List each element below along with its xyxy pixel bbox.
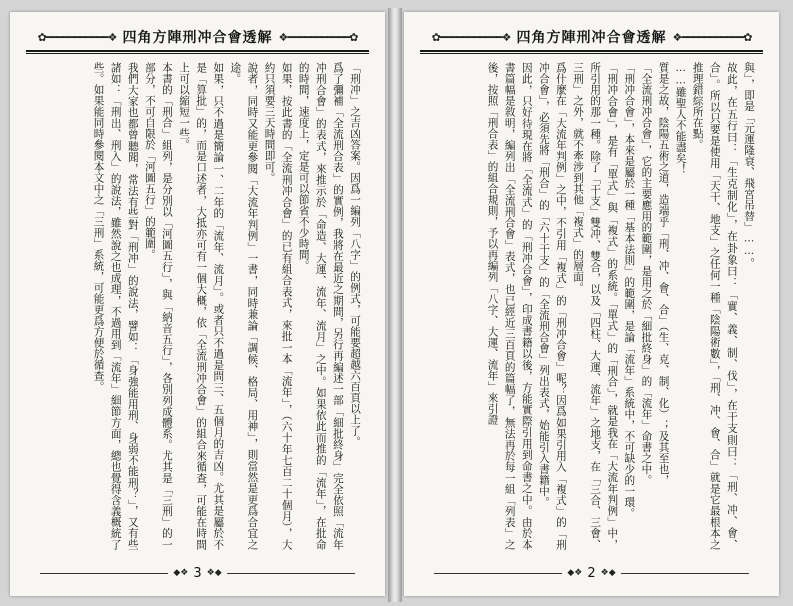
header-rule: [26, 50, 369, 52]
paragraph: 「刑冲合會」，本來是屬於一種「基本法則」的範圍，是論「流年」系統中，不可缺少的一環。: [623, 62, 636, 519]
footer-rule: [434, 573, 562, 574]
header-rule: [420, 50, 763, 52]
footer-rule: [40, 573, 168, 574]
book-gutter: [388, 8, 402, 602]
header-rule-thin: [26, 53, 369, 54]
page-header-title: 四角方陣刑冲合會透解: [516, 30, 667, 46]
paragraph: 因此，只好待現在將「全流式」的「刑冲合會」，印成書籍以後，方能實際引用到命書之中。由於本書篇幅是敘明，編列出「全流刑合會」表式，也已經近三百頁的篇幅了，無法再於每一組「列表」之後，按照「刑合表」的組合規則，予以再編列「八字、大運、流年」來引證: [486, 62, 533, 550]
paragraph: 質是之故，陰陽五術之道，造端乎「刑、冲、會、合」（生、克、制、化）；及其至也，: [657, 62, 670, 486]
page-header: [26, 26, 369, 48]
ornament-right-icon: ❖━━━━━━━━━━━✿: [278, 30, 358, 44]
page-footer: [10, 564, 385, 582]
footer-ornament-icon: ❖◆: [206, 568, 222, 578]
page-right: [404, 12, 779, 596]
paragraph: 爲了彌補「全流刑合表」的實例，我將在最近之期間，另行再編述一部「細批終身」完全依照「流年冲刑合會」的表式，來推示於「命造、大運、流年、流月」之中。如果依此而推的「流年」，在批命的時間，速度上，定是可以節省不少時間。: [297, 62, 344, 550]
paragraph: 本書的「刑合」組列，是分別以「河圖五行」，與「納音五行」，各別列成體系。尤其是「三刑」的一部分，不可自限於「河圖五行」的範圍。: [143, 62, 173, 550]
page-number: 2: [587, 565, 596, 581]
paragraph: ……雖聖人不能盡矣！: [674, 62, 687, 175]
page-footer: [404, 564, 779, 582]
ornament-left-icon: ✿━━━━━━━━━━━❖: [431, 30, 511, 44]
paragraph: 爲什麼在「大流年判例」之中，不引用「複式」的「刑冲合會」呢？因爲如果引用入「複式」的「刑冲合會」，必須先將「刑合」的「六十干支」的「全流刑合會」列出表式，始能引入書籍中。: [537, 62, 567, 550]
paragraph: 「刑冲」之吉凶答案。因爲一編列「八字」的例式，可能要超越六百頁以上了。: [349, 62, 361, 447]
paragraph: 如果，只不過是簡論一、二年的「流年、流月」。或者只不過是問三、五個月的吉凶。尤其是屬於不是「算批」的，而是口述者，大抵亦可有一個大概，依「全流刑冲合會」的組合來循查，可能在時間上可以縮短一些。: [178, 62, 225, 550]
footer-ornament-icon: ❖◆: [600, 568, 616, 578]
page-header-title: 四角方陣刑冲合會透解: [122, 30, 273, 46]
page-header: [420, 26, 763, 48]
footer-rule: [227, 573, 355, 574]
ornament-right-icon: ❖━━━━━━━━━━━✿: [672, 30, 752, 44]
paragraph: 「全流刑冲合會」，它的主要應用的範圍，是用之於「細批終身」的「流年」命書之中。: [640, 62, 653, 486]
paragraph: 「刑冲合會」，是有「單式」與「複式」的系統。「單式」的「刑合」，就是我在「大流年判例」中，所引用的那一種。除了「干支」雙冲、雙合，以及「四柱、大運、流年」之地支，在「三合、三會、三刑」之外，就不牽涉到其他「複式」的層面。: [572, 62, 619, 550]
page-body-text: [32, 62, 363, 550]
page-body-text: [426, 62, 757, 550]
paragraph: 說者，同時又能更參閱「大流年判例」一書，同時兼論「調候、格局、用神」，則當然是更爲合宜之途。: [229, 62, 259, 550]
page-number: 3: [193, 565, 202, 581]
footer-ornament-icon: ◆❖: [567, 568, 583, 578]
paragraph: 與」，即是「元運隆衰、飛宮吊替」……。: [743, 62, 755, 269]
paragraph: 故此，在五行曰：「生克制化」，在卦象曰：「實、義、制、伐」，在干支則曰：「刑、冲、會、合」。所以只要是使用「天干、地支」之任何一種「陰陽術數」，「刑、冲、會、合」就是它最根本之推理錯綜所在點。: [691, 62, 738, 550]
paragraph: 我們大家也都曾聽聞，常法有些對「刑冲」的說法，譬如：「身強能用刑、身弱不能刑？」，又有些諸如：「刑出、刑入」的說法，雖然說之也成理，不過用到「流年」細節方面，總也覺得含義概統了些。如果能同時參閱本文中之「三刑」系統，可能更爲方便於循查。: [92, 62, 139, 550]
page-left: [10, 12, 385, 596]
paragraph: 如果，按此書的「全流刑冲合會」的已有組合表式，來批一本「流年」，（六十年七百二十個月），大約只須要三天時間即可。: [263, 62, 293, 550]
footer-rule: [621, 573, 749, 574]
footer-ornament-icon: ◆❖: [173, 568, 189, 578]
header-rule-thin: [420, 53, 763, 54]
ornament-left-icon: ✿━━━━━━━━━━━❖: [37, 30, 117, 44]
